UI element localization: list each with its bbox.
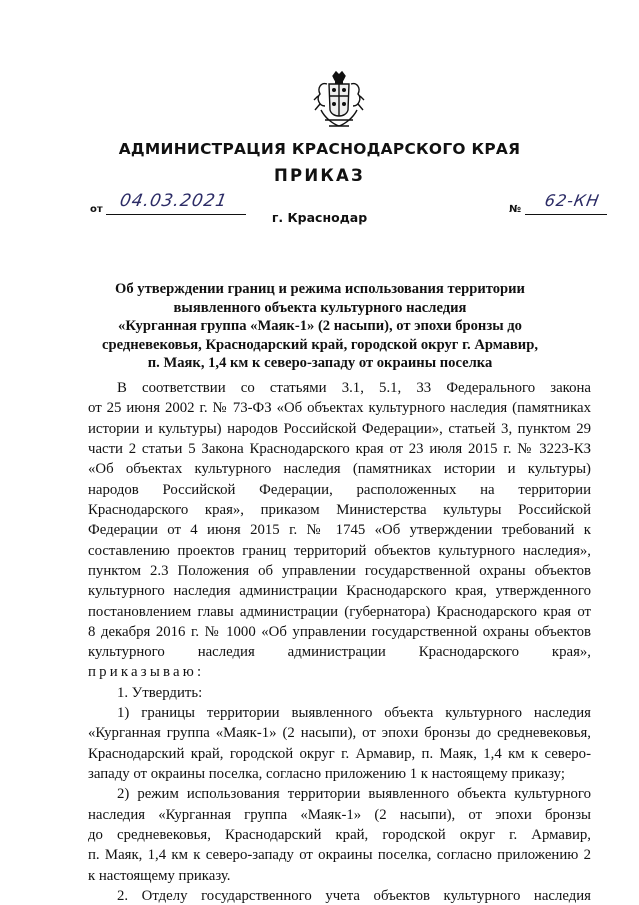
- number-label: №: [509, 204, 522, 215]
- title-line: средневековья, Краснодарский край, городской округ г. Армавир,: [102, 336, 538, 353]
- city-name: г. Краснодар: [271, 210, 368, 225]
- body-line: до средневековья, Краснодарский край, городской округ г. Армавир,: [88, 827, 591, 843]
- body-line: западу от окраины поселка, согласно приложению 1 к настоящему приказу;: [88, 766, 565, 782]
- title-line: выявленного объекта культурного наследия: [173, 299, 467, 316]
- handwritten-number: 62-КН: [543, 191, 602, 210]
- body-line: 2) режим использования территории выявленного объекта культурного: [117, 786, 591, 802]
- body-line: «Курганная группа «Маяк-1» (2 насыпи), от эпохи бронзы до средневековья,: [88, 725, 591, 741]
- body-line: 1) границы территории выявленного объекта культурного наследия: [117, 705, 591, 721]
- body-line: п. Маяк, 1,4 км к северо-западу от окраины поселка, согласно приложению 2: [88, 847, 591, 863]
- document-type: ПРИКАЗ: [274, 166, 365, 185]
- body-line: к настоящему приказу.: [88, 868, 231, 884]
- body-line: пунктом 2.3 Положения об управлении государственной охраны объектов: [88, 563, 591, 579]
- body-line: составлению проектов границ территорий объектов культурного наследия»,: [88, 543, 591, 559]
- body-line: от 25 июня 2002 г. № 73-ФЗ «Об объектах культурного наследия (памятниках: [88, 400, 591, 416]
- number-underline: [525, 214, 607, 215]
- body-line: Федерации от 4 июня 2015 г. № 1745 «Об утверждении требований к: [88, 522, 591, 538]
- body-line: 8 декабря 2016 г. № 1000 «Об управлении государственной охраны объектов: [88, 624, 591, 640]
- body-line: приказываю:: [88, 664, 205, 680]
- date-label: от: [90, 204, 103, 215]
- title-line: п. Маяк, 1,4 км к северо-западу от окраины поселка: [147, 355, 493, 372]
- coat-of-arms-emblem: [313, 70, 365, 132]
- body-line: культурного наследия администрации Краснодарского края»,: [88, 644, 591, 660]
- body-line: 2. Отделу государственного учета объектов культурного наследия: [117, 888, 591, 904]
- body-line: В соответствии со статьями 3.1, 5.1, 33 Федерального закона: [117, 380, 591, 396]
- body-line: 1. Утвердить:: [117, 685, 203, 701]
- body-line: народов Российской Федерации, расположенных на территории: [88, 482, 591, 498]
- body-line: «Об объектах культурного наследия (памятниках истории и культуры): [88, 461, 591, 477]
- title-line: Об утверждении границ и режима использования территории: [115, 281, 525, 297]
- body-line: культурного наследия администрации Краснодарского края, утвержденного: [88, 583, 591, 599]
- body-line: Краснодарского края», приказом Министерства культуры Российской: [88, 502, 591, 518]
- handwritten-date: 04.03.2021: [118, 191, 230, 211]
- body-line: постановлением главы администрации (губернатора) Краснодарского края от: [88, 604, 591, 620]
- body-line: Краснодарский край, городской округ г. Армавир, п. Маяк, 1,4 км к северо-: [88, 746, 591, 762]
- body-line: наследия «Курганная группа «Маяк-1» (2 насыпи), от эпохи бронзы: [88, 807, 591, 823]
- body-line: истории и культуры) народов Российской Федерации», статьей 3, пунктом 29: [88, 421, 591, 437]
- agency-name: АДМИНИСТРАЦИЯ КРАСНОДАРСКОГО КРАЯ: [118, 140, 521, 158]
- title-line: «Курганная группа «Маяк-1» (2 насыпи), от эпохи бронзы до: [118, 318, 522, 335]
- order-title: [85, 280, 555, 373]
- body-line: части 2 статьи 5 Закона Краснодарского края от 23 июля 2015 г. № 3223-КЗ: [88, 441, 591, 457]
